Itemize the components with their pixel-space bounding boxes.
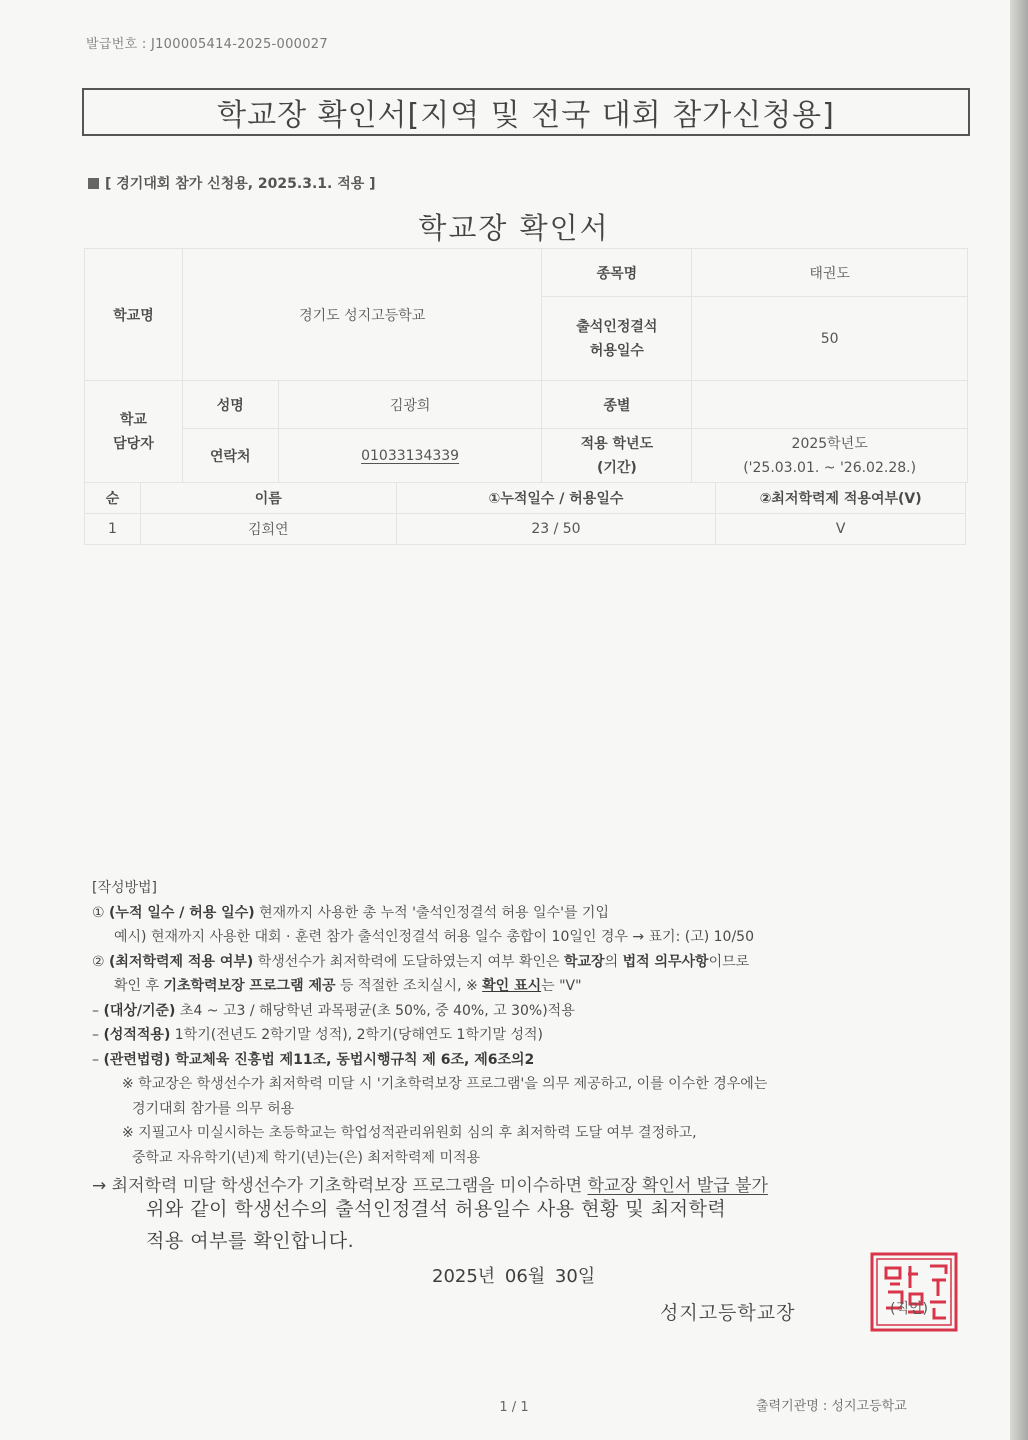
method-heading: [작성방법] xyxy=(92,880,158,896)
method-line-1-bold: (누적 일수 / 허용 일수) xyxy=(109,904,255,921)
table-row xyxy=(85,514,966,545)
method-line-10: ※ 지필고사 미실시하는 초등학교는 학업성적관리위원회 심의 후 최저학력 도달 여부 결정하고, xyxy=(122,1125,697,1141)
contact-label: 연락처 xyxy=(182,429,278,483)
method-line-4-text-2: 등 적절한 조치실시, ※ xyxy=(335,978,483,994)
method-line-3-bold-2: 학교장 xyxy=(564,953,605,970)
method-line-3-bold-3: 법적 의무사항 xyxy=(622,953,709,970)
table-header-row xyxy=(85,483,966,514)
school-seal-icon xyxy=(868,1250,960,1334)
type-value xyxy=(692,381,968,429)
contact-value xyxy=(278,429,542,483)
year-value xyxy=(692,429,968,483)
year-label-1: 적용 학년도 xyxy=(580,435,654,452)
issue-number: 발급번호 : J100005414-2025-000027 xyxy=(86,37,328,52)
method-line-4-bold-2: 확인 표시 xyxy=(482,978,542,994)
school-label: 학교명 xyxy=(85,249,183,381)
type-label: 종별 xyxy=(542,381,692,429)
subnote-text: [ 경기대회 참가 신청용, 2025.3.1. 적용 ] xyxy=(105,176,376,192)
contact-value-text: 01033134339 xyxy=(361,447,460,464)
school-value: 경기도 성지고등학교 xyxy=(182,249,542,381)
method-line-1 xyxy=(92,901,972,926)
manager-label-1: 학교 xyxy=(119,411,147,428)
year-label-2: (기간) xyxy=(596,459,637,476)
method-line-1-text: 현재까지 사용한 총 누적 '출석인정결석 허용 일수'를 기입 xyxy=(254,904,609,921)
student-list-table xyxy=(84,482,966,545)
method-line-3-text: 학생선수가 최저학력에 도달하였는지 여부 확인은 xyxy=(253,953,564,970)
allowed-days-value: 50 xyxy=(692,297,968,381)
method-line-7: – (관련법령) 학교체육 진흥법 제11조, 동법시행규칙 제 6조, 제6조의2 xyxy=(92,1051,535,1068)
row-name: 김희연 xyxy=(140,514,396,545)
main-title: 학교장 확인서[지역 및 전국 대회 참가신청용] xyxy=(82,88,970,136)
method-line-9: 경기대회 참가를 의무 허용 xyxy=(132,1100,295,1117)
method-final-text: → 최저학력 미달 학생선수가 기초학력보장 프로그램을 미이수하면 xyxy=(92,1176,588,1196)
method-line-7-text: 학교체육 진흥법 제11조, 동법시행규칙 제 6조, 제6조의2 xyxy=(170,1051,535,1068)
event-label: 종목명 xyxy=(542,249,692,297)
method-line-5: – (대상/기준) 초4 ~ 고3 / 해당학년 과목평균(초 50%, 중 40%, 고 30%)적용 xyxy=(92,1002,575,1019)
method-final-underline: 학교장 확인서 발급 불가 xyxy=(587,1176,768,1196)
header-name: 이름 xyxy=(140,483,396,514)
issue-date: 2025년 06월 30일 xyxy=(432,1266,596,1287)
name-value: 김광희 xyxy=(278,381,542,429)
method-line-5-bold: (대상/기준) xyxy=(103,1002,176,1019)
method-line-2: 예시) 현재까지 사용한 대회 · 훈련 참가 출석인정결석 허용 일수 총합이 10일인 경우 → 표기: (고) 10/50 xyxy=(114,929,754,945)
row-applied: V xyxy=(716,514,966,545)
header-days: ①누적일수 / 허용일수 xyxy=(396,483,716,514)
method-line-4-text: 확인 후 xyxy=(114,978,164,994)
header-applied: ②최저학력제 적용여부(V) xyxy=(716,483,966,514)
circle-number-1: ① xyxy=(92,904,105,921)
method-line-6: – (성적적용) 1학기(전년도 2학기말 성적), 2학기(당해연도 1학기말 성적) xyxy=(92,1027,543,1043)
writing-method-section xyxy=(92,876,972,1199)
seal-mark-right xyxy=(930,1266,946,1318)
page-number: 1 / 1 xyxy=(499,1400,529,1415)
method-line-3 xyxy=(92,950,972,975)
year-value-1: 2025학년도 xyxy=(791,435,868,452)
printer-organization: 출력기관명 : 성지고등학교 xyxy=(756,1399,907,1414)
method-line-8: ※ 학교장은 학생선수가 최저학력 미달 시 '기초학력보장 프로그램'을 의무 제공하고, 이를 이수한 경우에는 xyxy=(122,1076,768,1092)
row-days: 23 / 50 xyxy=(396,514,716,545)
doc-title: 학교장 확인서 xyxy=(418,211,610,245)
allowed-days-label-2: 허용일수 xyxy=(589,342,644,359)
square-bullet-icon xyxy=(88,178,99,189)
circle-number-2: ② xyxy=(92,953,105,970)
method-line-6-text: 1학기(전년도 2학기말 성적), 2학기(당해연도 1학기말 성적) xyxy=(170,1027,543,1043)
header-no: 순 xyxy=(85,483,141,514)
method-line-4-text-3: 는 "V" xyxy=(541,978,582,994)
allowed-days-label xyxy=(542,297,692,381)
event-value: 태권도 xyxy=(692,249,968,297)
info-table xyxy=(84,248,968,483)
method-line-4 xyxy=(92,974,972,999)
method-line-3-text-3: 이므로 xyxy=(708,953,750,970)
row-no: 1 xyxy=(85,514,141,545)
method-line-4-bold: 기초학력보장 프로그램 제공 xyxy=(163,978,336,994)
allowed-days-label-1: 출석인정결석 xyxy=(576,318,658,335)
confirmation-statement xyxy=(146,1193,726,1257)
page-edge-shadow xyxy=(1010,0,1028,1440)
name-label: 성명 xyxy=(182,381,278,429)
method-line-7-bold: (관련법령) xyxy=(103,1051,171,1068)
subnote xyxy=(88,173,376,193)
year-label xyxy=(542,429,692,483)
seal-label: (직인) xyxy=(890,1301,928,1317)
signer-name: 성지고등학교장 xyxy=(660,1302,796,1324)
confirmation-line-1: 위와 같이 학생선수의 출석인정결석 허용일수 사용 현황 및 최저학력 xyxy=(146,1198,727,1220)
confirmation-line-2: 적용 여부를 확인합니다. xyxy=(146,1230,355,1252)
manager-label-2: 담당자 xyxy=(113,435,154,452)
method-line-6-bold: (성적적용) xyxy=(103,1027,171,1043)
year-value-2: ('25.03.01. ~ '26.02.28.) xyxy=(743,459,917,476)
method-line-3-bold: (최저학력제 적용 여부) xyxy=(109,953,254,970)
method-line-5-text: 초4 ~ 고3 / 해당학년 과목평균(초 50%, 중 40%, 고 30%)적용 xyxy=(175,1002,575,1019)
method-line-11: 중학교 자유학기(년)제 학기(년)는(은) 최저학력제 미적용 xyxy=(132,1149,481,1166)
manager-label xyxy=(85,381,183,483)
method-line-3-text-2: 의 xyxy=(604,953,623,970)
